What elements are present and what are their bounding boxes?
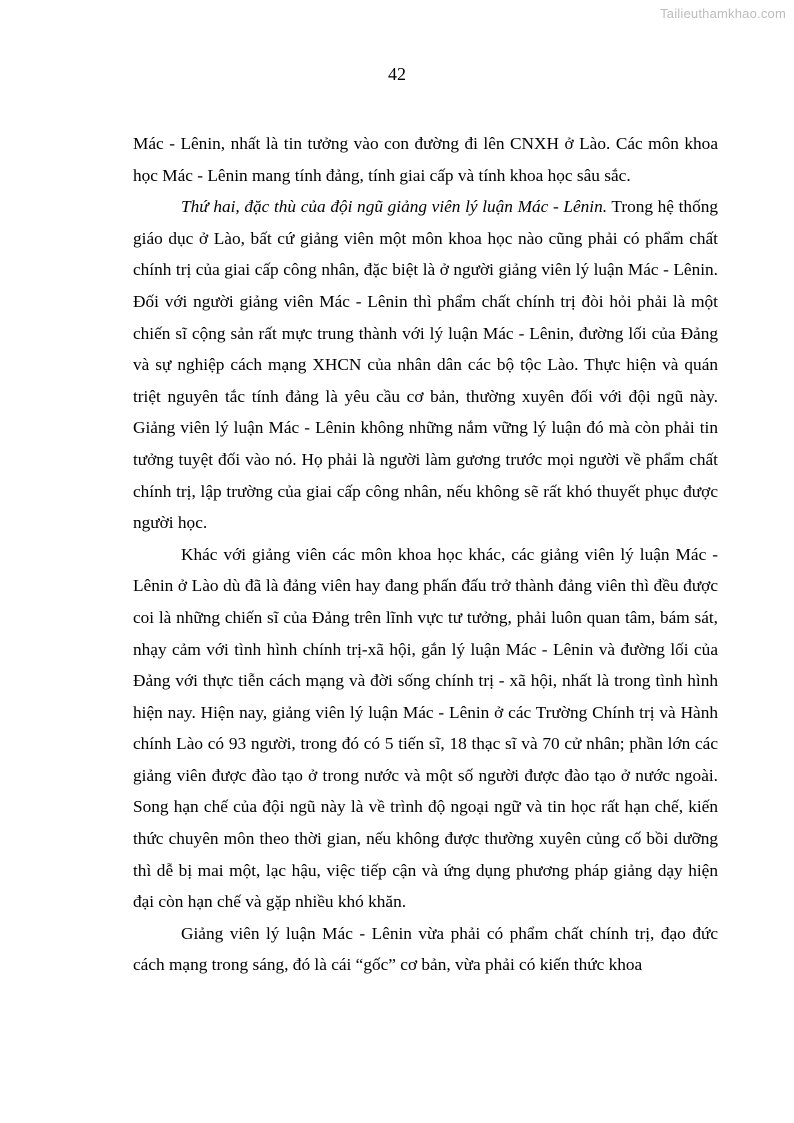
paragraph-2 — [133, 191, 718, 539]
page-number: 42 — [388, 64, 406, 84]
paragraph-3: Khác với giảng viên các môn khoa học khác, các giảng viên lý luận Mác - Lênin ở Lào dù đã là đảng viên hay đang phấn đấu trở thành đảng viên thì đều được coi là những chiến sĩ của Đảng trên lĩnh vực tư tưởng, phải luôn quan tâm, bám sát, nhạy cảm với tình hình chính trị-xã hội, gắn lý luận Mác - Lênin và đường lối của Đảng với thực tiễn cách mạng và đời sống chính trị - xã hội, nhất là trong tình hình hiện nay. Hiện nay, giảng viên lý luận Mác - Lênin ở các Trường Chính trị và Hành chính Lào có 93 người, trong đó có 5 tiến sĩ, 18 thạc sĩ và 70 cử nhân; phần lớn các giảng viên được đào tạo ở trong nước và một số người được đào tạo ở nước ngoài. Song hạn chế của đội ngũ này là về trình độ ngoại ngữ và tin học rất hạn chế, kiến thức chuyên môn theo thời gian, nếu không được thường xuyên củng cố bồi dưỡng thì dễ bị mai một, lạc hậu, việc tiếp cận và ứng dụng phương pháp giảng dạy hiện đại còn hạn chế và gặp nhiều khó khăn. — [133, 544, 718, 912]
document-body — [133, 128, 718, 981]
paragraph-1: Mác - Lênin, nhất là tin tưởng vào con đường đi lên CNXH ở Lào. Các môn khoa học Mác - Lênin mang tính đảng, tính giai cấp và tính khoa học sâu sắc. — [133, 134, 718, 185]
watermark-text: Tailieuthamkhao.com — [660, 6, 786, 21]
paragraph-4: Giảng viên lý luận Mác - Lênin vừa phải có phẩm chất chính trị, đạo đức cách mạng trong sáng, đó là cái “gốc” cơ bản, vừa phải có kiến thức khoa — [133, 923, 718, 975]
paragraph-2-text: Trong hệ thống giáo dục ở Lào, bất cứ giảng viên một môn khoa học nào cũng phải có phẩm chất chính trị của giai cấp công nhân, đặc biệt là ở người giảng viên lý luận Mác - Lênin. Đối với người giảng viên Mác - Lênin thì phẩm chất chính trị đòi hỏi phải là một chiến sĩ cộng sản rất mực trung thành với lý luận Mác - Lênin, đường lối của Đảng và sự nghiệp cách mạng XHCN của nhân dân các bộ tộc Lào. Thực hiện và quán triệt nguyên tắc tính đảng là yêu cầu cơ bản, thường xuyên đối với đội ngũ này. Giảng viên lý luận Mác - Lênin không những nắm vững lý luận đó mà còn phải tin tưởng tuyệt đối vào nó. Họ phải là người làm gương trước mọi người về phẩm chất chính trị, lập trường của giai cấp công nhân, nếu không sẽ rất khó thuyết phục được người học. — [133, 197, 718, 533]
paragraph-2-lead: Thứ hai, đặc thù của đội ngũ giảng viên lý luận Mác - Lênin. — [181, 197, 608, 217]
